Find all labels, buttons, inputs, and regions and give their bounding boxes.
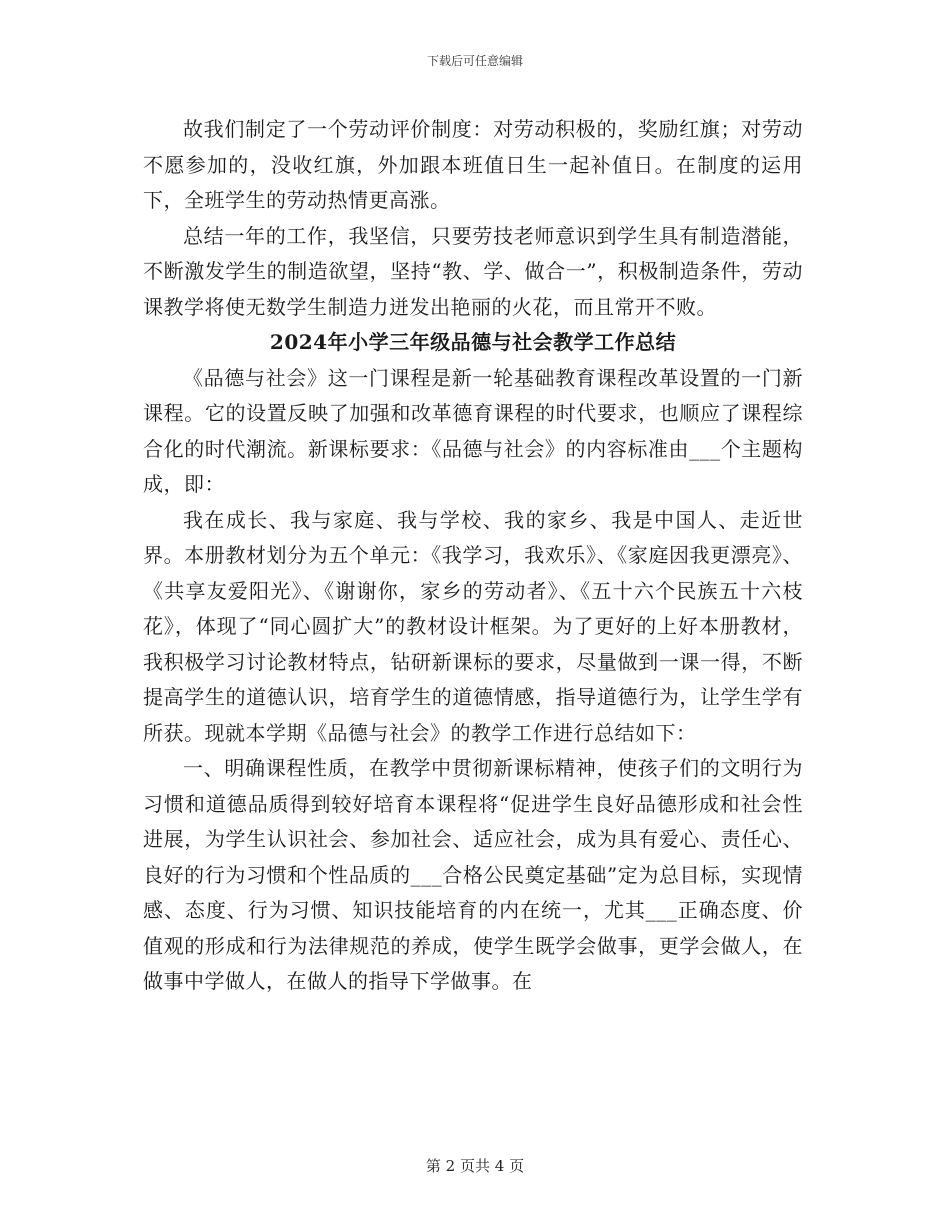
paragraph: 一、明确课程性质，在教学中贯彻新课标精神，使孩子们的文明行为习惯和道德品质得到较好培育本课程将“促进学生良好品德形成和社会性进展，为学生认识社会、参加社会、适应社会，成为具有爱心、责任心、良好的行为习惯和个性品质的___合格公民奠定基础”定为总目标，实现情感、态度、行为习惯、知识技能培育的内在统一，尤其___正确态度、价值观的形成和行为法律规范的养成，使学生既学会做事，更学会做人，在做事中学做人，在做人的指导下学做事。在 [143, 756, 803, 993]
document-body [143, 112, 803, 1000]
paragraph: 故我们制定了一个劳动评价制度：对劳动积极的，奖励红旗；对劳动不愿参加的，没收红旗，外加跟本班值日生一起补值日。在制度的运用下，全班学生的劳动热情更高涨。 [143, 117, 803, 212]
page-footer: 第 2 页共 4 页 [425, 1157, 525, 1175]
section-title: 2024年小学三年级品德与社会教学工作总结 [269, 330, 677, 354]
paragraph: 我在成长、我与家庭、我与学校、我的家乡、我是中国人、走近世界。本册教材划分为五个单元：《我学习，我欢乐》、《家庭因我更漂亮》、《共享友爱阳光》、《谢谢你，家乡的劳动者》、《五十六个民族五十六枝花》，体现了“同心圆扩大”的教材设计框架。为了更好的上好本册教材，我积极学习讨论教材特点，钻研新课标的要求，尽量做到一课一得，不断提高学生的道德认识，培育学生的道德情感，指导道德行为，让学生学有所获。现就本学期《品德与社会》的教学工作进行总结如下： [143, 507, 803, 745]
page-header: 下载后可任意编辑 [426, 54, 523, 68]
paragraph: 总结一年的工作，我坚信，只要劳技老师意识到学生具有制造潜能，不断激发学生的制造欲望，坚持“教、学、做合一”，积极制造条件，劳动课教学将使无数学生制造力迸发出艳丽的火花，而且常开不败。 [143, 223, 803, 319]
paragraph: 《品德与社会》这一门课程是新一轮基础教育课程改革设置的一门新课程。它的设置反映了加强和改革德育课程的时代要求，也顺应了课程综合化的时代潮流。新课标要求：《品德与社会》的内容标准由___个主题构成，即： [143, 365, 803, 496]
